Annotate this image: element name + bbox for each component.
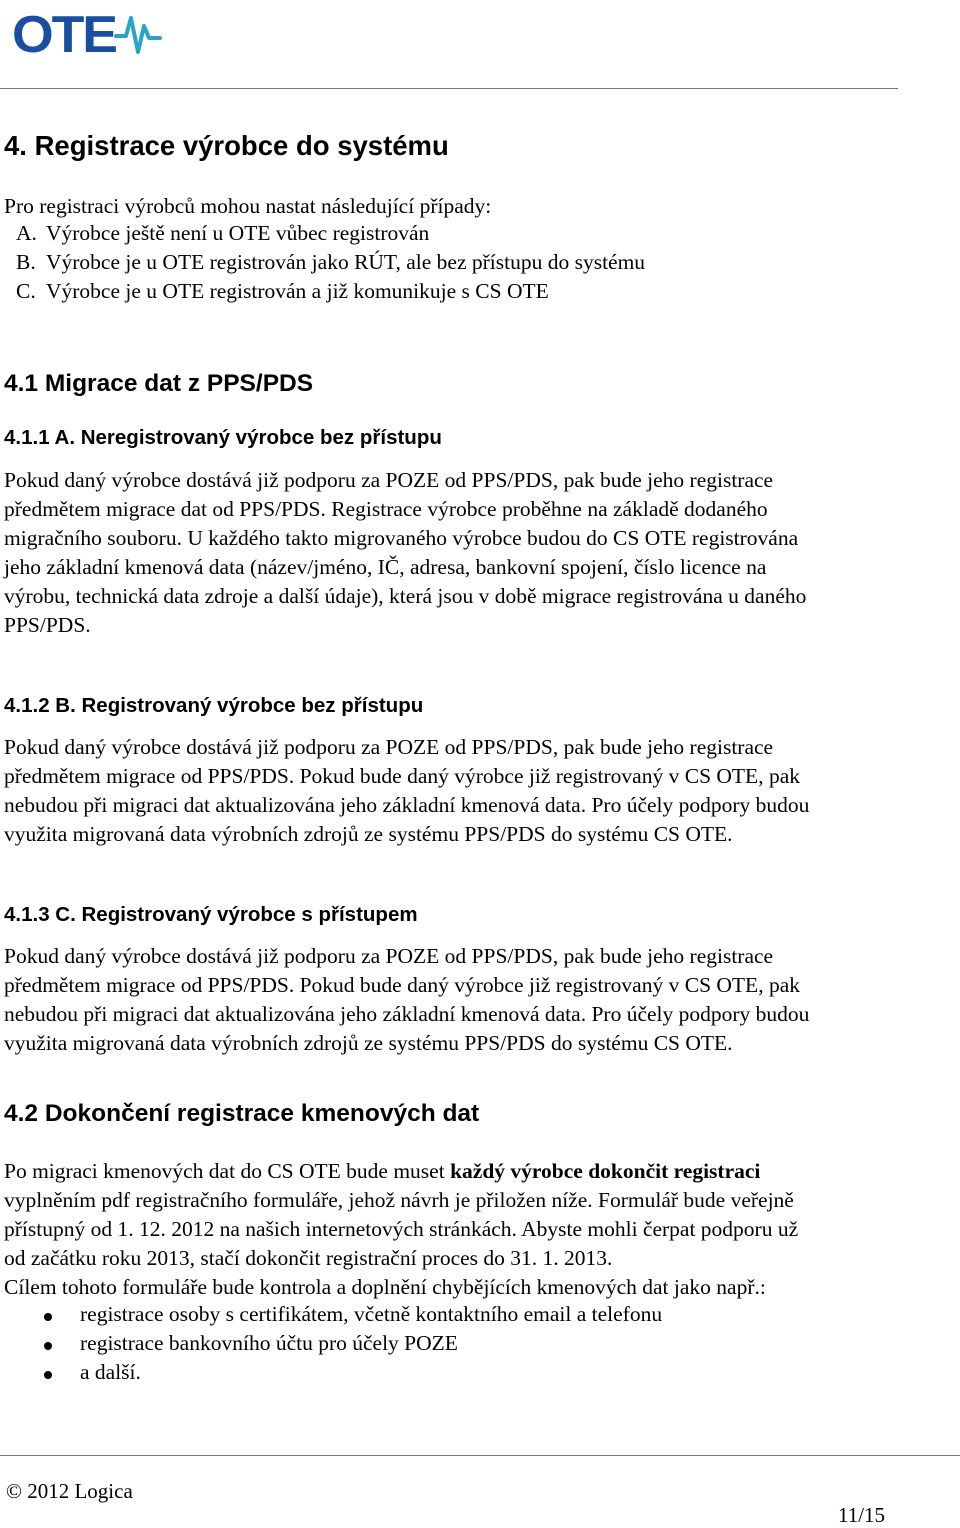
ote-logo bbox=[12, 6, 172, 56]
paragraph-line: PPS/PDS. bbox=[4, 613, 91, 637]
case-text: Výrobce ještě není u OTE vůbec registrován bbox=[46, 221, 430, 245]
case-list-item-b bbox=[16, 250, 646, 275]
paragraph-line: využita migrovaná data výrobních zdrojů ze systému PPS/PDS do systému CS OTE. bbox=[4, 822, 733, 846]
paragraph-line: Cílem tohoto formuláře bude kontrola a doplnění chybějících kmenových dat jako např.: bbox=[4, 1275, 766, 1299]
paragraph-line: od začátku roku 2013, stačí dokončit registrační proces do 31. 1. 2013. bbox=[4, 1246, 613, 1270]
paragraph-line: předmětem migrace od PPS/PDS. Pokud bude daný výrobce již registrovaný v CS OTE, pak bbox=[4, 764, 800, 788]
paragraph-line: výrobu, technická data zdroje a další údaje), která jsou v době migrace registrována u daného bbox=[4, 584, 807, 608]
paragraph-line: využita migrovaná data výrobních zdrojů ze systému PPS/PDS do systému CS OTE. bbox=[4, 1031, 733, 1055]
section-4-1-heading: 4.1 Migrace dat z PPS/PDS bbox=[4, 370, 314, 397]
ote-logo-graphic bbox=[12, 6, 172, 56]
case-list-item-c bbox=[16, 279, 549, 304]
case-marker: C. bbox=[16, 279, 36, 303]
section-4-2-heading: 4.2 Dokončení registrace kmenových dat bbox=[4, 1100, 480, 1127]
paragraph-line: Pokud daný výrobce dostává již podporu za POZE od PPS/PDS, pak bude jeho registrace bbox=[4, 468, 774, 492]
bullet-dot bbox=[44, 1371, 52, 1379]
case-marker: B. bbox=[16, 250, 36, 274]
svg-text:OTE: OTE bbox=[12, 6, 117, 56]
bullet-item: registrace bankovního účtu pro účely POZE bbox=[80, 1331, 458, 1355]
case-text: Výrobce je u OTE registrován a již komunikuje s CS OTE bbox=[46, 279, 549, 303]
section-4-heading: 4. Registrace výrobce do systému bbox=[4, 130, 449, 161]
paragraph-line: jeho základní kmenová data (název/jméno, IČ, adresa, bankovní spojení, číslo licence na bbox=[4, 555, 767, 579]
header-divider bbox=[0, 88, 898, 89]
paragraph-line: migračního souboru. U každého takto migrovaného výrobce budou do CS OTE registrována bbox=[4, 526, 799, 550]
section-4-intro: Pro registraci výrobců mohou nastat následující případy: bbox=[4, 194, 492, 218]
section-4-1-1-heading: 4.1.1 A. Neregistrovaný výrobce bez přístupu bbox=[4, 426, 442, 449]
section-4-1-1-paragraph bbox=[4, 466, 954, 640]
footer-copyright: © 2012 Logica bbox=[6, 1479, 133, 1503]
emphasis-text: každý výrobce dokončit registraci bbox=[450, 1159, 761, 1183]
paragraph-line: nebudou při migraci dat aktualizována jeho základní kmenová data. Pro účely podpory budou bbox=[4, 793, 810, 817]
paragraph-line: vyplněním pdf registračního formuláře, jehož návrh je přiložen níže. Formulář bude veřejně bbox=[4, 1188, 794, 1212]
section-4-2-paragraph bbox=[4, 1157, 954, 1302]
case-list-item-a bbox=[16, 221, 430, 246]
paragraph-line: nebudou při migraci dat aktualizována jeho základní kmenová data. Pro účely podpory budou bbox=[4, 1002, 810, 1026]
paragraph-text: Po migraci kmenových dat do CS OTE bude muset bbox=[4, 1159, 451, 1183]
section-4-1-3-paragraph bbox=[4, 942, 954, 1058]
bullet-item: registrace osoby s certifikátem, včetně kontaktního email a telefonu bbox=[80, 1302, 663, 1326]
case-text: Výrobce je u OTE registrován jako RÚT, ale bez přístupu do systému bbox=[46, 250, 646, 274]
bullet-dot bbox=[44, 1313, 52, 1321]
paragraph-line: Pokud daný výrobce dostává již podporu za POZE od PPS/PDS, pak bude jeho registrace bbox=[4, 735, 774, 759]
paragraph-line: předmětem migrace od PPS/PDS. Pokud bude daný výrobce již registrovaný v CS OTE, pak bbox=[4, 973, 800, 997]
section-4-1-2-heading: 4.1.2 B. Registrovaný výrobce bez přístupu bbox=[4, 694, 424, 717]
bullet-dot bbox=[44, 1342, 52, 1350]
footer-divider bbox=[0, 1455, 960, 1456]
paragraph-line: Pokud daný výrobce dostává již podporu za POZE od PPS/PDS, pak bude jeho registrace bbox=[4, 944, 774, 968]
page-number: 11/15 bbox=[838, 1503, 886, 1527]
paragraph-line-first bbox=[4, 1157, 954, 1186]
case-marker: A. bbox=[16, 221, 37, 245]
paragraph-line: předmětem migrace dat od PPS/PDS. Registrace výrobce proběhne na základě dodaného bbox=[4, 497, 768, 521]
paragraph-line: přístupný od 1. 12. 2012 na našich internetových stránkách. Abyste mohli čerpat podporu už bbox=[4, 1217, 799, 1241]
section-4-1-2-paragraph bbox=[4, 733, 954, 849]
section-4-1-3-heading: 4.1.3 C. Registrovaný výrobce s přístupem bbox=[4, 903, 418, 926]
bullet-item: a další. bbox=[80, 1360, 141, 1384]
